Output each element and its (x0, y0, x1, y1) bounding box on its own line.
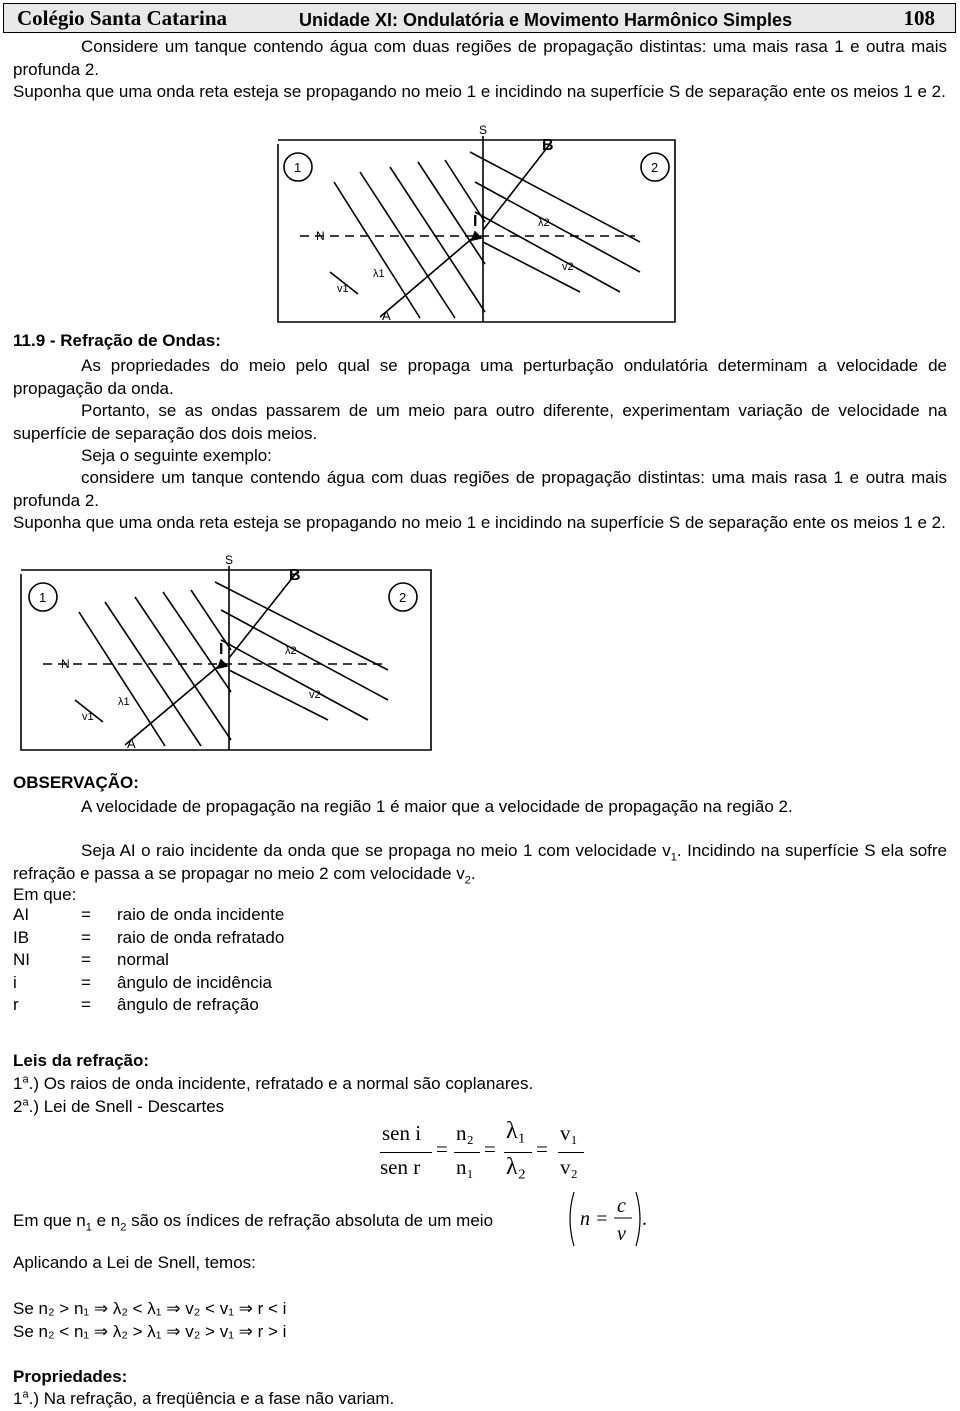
section-paragraph-5: Suponha que uma onda reta esteja se propagando no meio 1 e incidindo na superfície S de separação ente os meios 1 e 2. (13, 513, 946, 532)
index-formula-dot: . (642, 1208, 647, 1230)
diagram1-label-medium2: 2 (651, 160, 659, 175)
relation-2: Se n₂ < n₁ ⇒ λ₂ > λ₁ ⇒ v₂ > v₁ ⇒ r > i (13, 1322, 287, 1341)
school-name: Colégio Santa Catarina (17, 6, 227, 30)
formula-fraction-line (504, 1152, 532, 1153)
index-formula-c: c (617, 1195, 626, 1217)
page-number: 108 (903, 6, 935, 30)
observacao-paragraph: Seja AI o raio incidente da onda que se propaga no meio 1 com velocidade $v_1$. Incidindo na superfície S ela sofre refração e passa a se propagar no meio 2 com velocidade $v_2$. (13, 841, 948, 886)
section-title: 11.9 - Refração de Ondas: (13, 331, 221, 350)
page-header (3, 3, 956, 33)
diagram2-label-i-point: I (219, 641, 224, 658)
intro-paragraph-2: Suponha que uma onda reta esteja se propagando no meio 1 e incidindo na superfície S de separação ente os meios 1 e 2. (13, 82, 946, 101)
refraction-diagram-2 (13, 552, 438, 757)
section-paragraph-4: considere um tanque contendo água com duas regiões de propagação distintas: uma mais rasa 1 e outra mais profunda 2. (13, 468, 947, 510)
propriedade-1: 1$^a$.) Na refração, a freqüência e a fase não variam. (13, 1388, 395, 1408)
formula-den-lambda2: λ₂ (506, 1154, 527, 1180)
diagram2-label-medium2: 2 (399, 590, 407, 605)
diagram2-label-v2: v2 (309, 689, 321, 701)
formula-fraction-line (558, 1152, 584, 1153)
formula-num-v1: v₁ (560, 1121, 578, 1145)
diagram2-label-lambda1: λ1 (118, 696, 130, 708)
section-paragraph-1: As propriedades do meio pelo qual se propaga uma perturbação ondulatória determinam a velocidade de propagação da onda. (13, 356, 947, 398)
formula-equals: = (436, 1137, 448, 1161)
diagram1-label-v2: v2 (562, 261, 574, 273)
diagram2-label-lambda2: λ2 (285, 645, 297, 657)
formula-den-n1: n₁ (456, 1155, 474, 1179)
lei-1: 1$^a$.) Os raios de onda incidente, refratado e a normal são coplanares. (13, 1073, 534, 1093)
diagram2-label-b: B (289, 567, 301, 584)
formula-fraction-line (380, 1152, 432, 1153)
diagram2-label-medium1: 1 (39, 590, 47, 605)
section-paragraph-3: Seja o seguinte exemplo: (81, 446, 272, 465)
formula-num-sen-i: sen i (382, 1121, 422, 1145)
formula-den-v2: v₂ (560, 1155, 578, 1179)
diagram1-label-v1: v1 (337, 283, 349, 295)
observacao-text: A velocidade de propagação na região 1 é maior que a velocidade de propagação na região 2. (81, 797, 793, 816)
diagram1-label-a: A (382, 308, 391, 323)
propriedades-title: Propriedades: (13, 1367, 128, 1386)
formula-num-n2: n₂ (456, 1121, 474, 1145)
diagram1-label-b: B (542, 137, 554, 154)
observacao-title: OBSERVAÇÃO: (13, 773, 139, 792)
formula-num-lambda1: λ₁ (506, 1118, 527, 1144)
diagram1-label-s: S (479, 123, 488, 137)
diagram2-label-a: A (127, 736, 136, 751)
formula-den-sen-r: sen r (380, 1155, 421, 1179)
diagram2-label-n: N (61, 657, 70, 671)
diagram1-label-medium1: 1 (294, 160, 302, 175)
diagram2-label-s: S (225, 553, 234, 567)
formula-equals: = (484, 1137, 496, 1161)
diagram1-label-lambda1: λ1 (373, 268, 385, 280)
relation-1: Se n₂ > n₁ ⇒ λ₂ < λ₁ ⇒ v₂ < v₁ ⇒ r < i (13, 1299, 287, 1318)
formula-fraction-line (454, 1152, 480, 1153)
intro-paragraph-1: Considere um tanque contendo água com duas regiões de propagação distintas: uma mais rasa 1 e outra mais profunda 2. (13, 37, 947, 79)
snell-formula (380, 1118, 610, 1184)
index-formula-v: v (617, 1223, 626, 1245)
refraction-diagram-1 (270, 122, 690, 328)
unit-title: Unidade XI: Ondulatória e Movimento Harmônico Simples (299, 10, 793, 30)
diagram1-label-i-point: I (473, 213, 478, 230)
indices-text: Em que $n_1$ e $n_2$ são os índices de refração absoluta de um meio (13, 1211, 494, 1234)
diagram2-label-v1: v1 (82, 711, 94, 723)
index-formula (566, 1188, 686, 1250)
index-formula-n: n = (580, 1208, 609, 1230)
diagram1-label-lambda2: λ2 (538, 217, 550, 229)
aplicando-text: Aplicando a Lei de Snell, temos: (13, 1253, 256, 1272)
em-que-label: Em que: (13, 885, 77, 904)
section-paragraph-2: Portanto, se as ondas passarem de um meio para outro diferente, experimentam variação de velocidade na superfície de separação dos dois meios. (13, 401, 947, 443)
lei-2: 2$^a$.) Lei de Snell - Descartes (13, 1096, 225, 1116)
formula-equals: = (536, 1137, 548, 1161)
leis-title: Leis da refração: (13, 1051, 150, 1070)
diagram1-label-n: N (316, 229, 325, 243)
